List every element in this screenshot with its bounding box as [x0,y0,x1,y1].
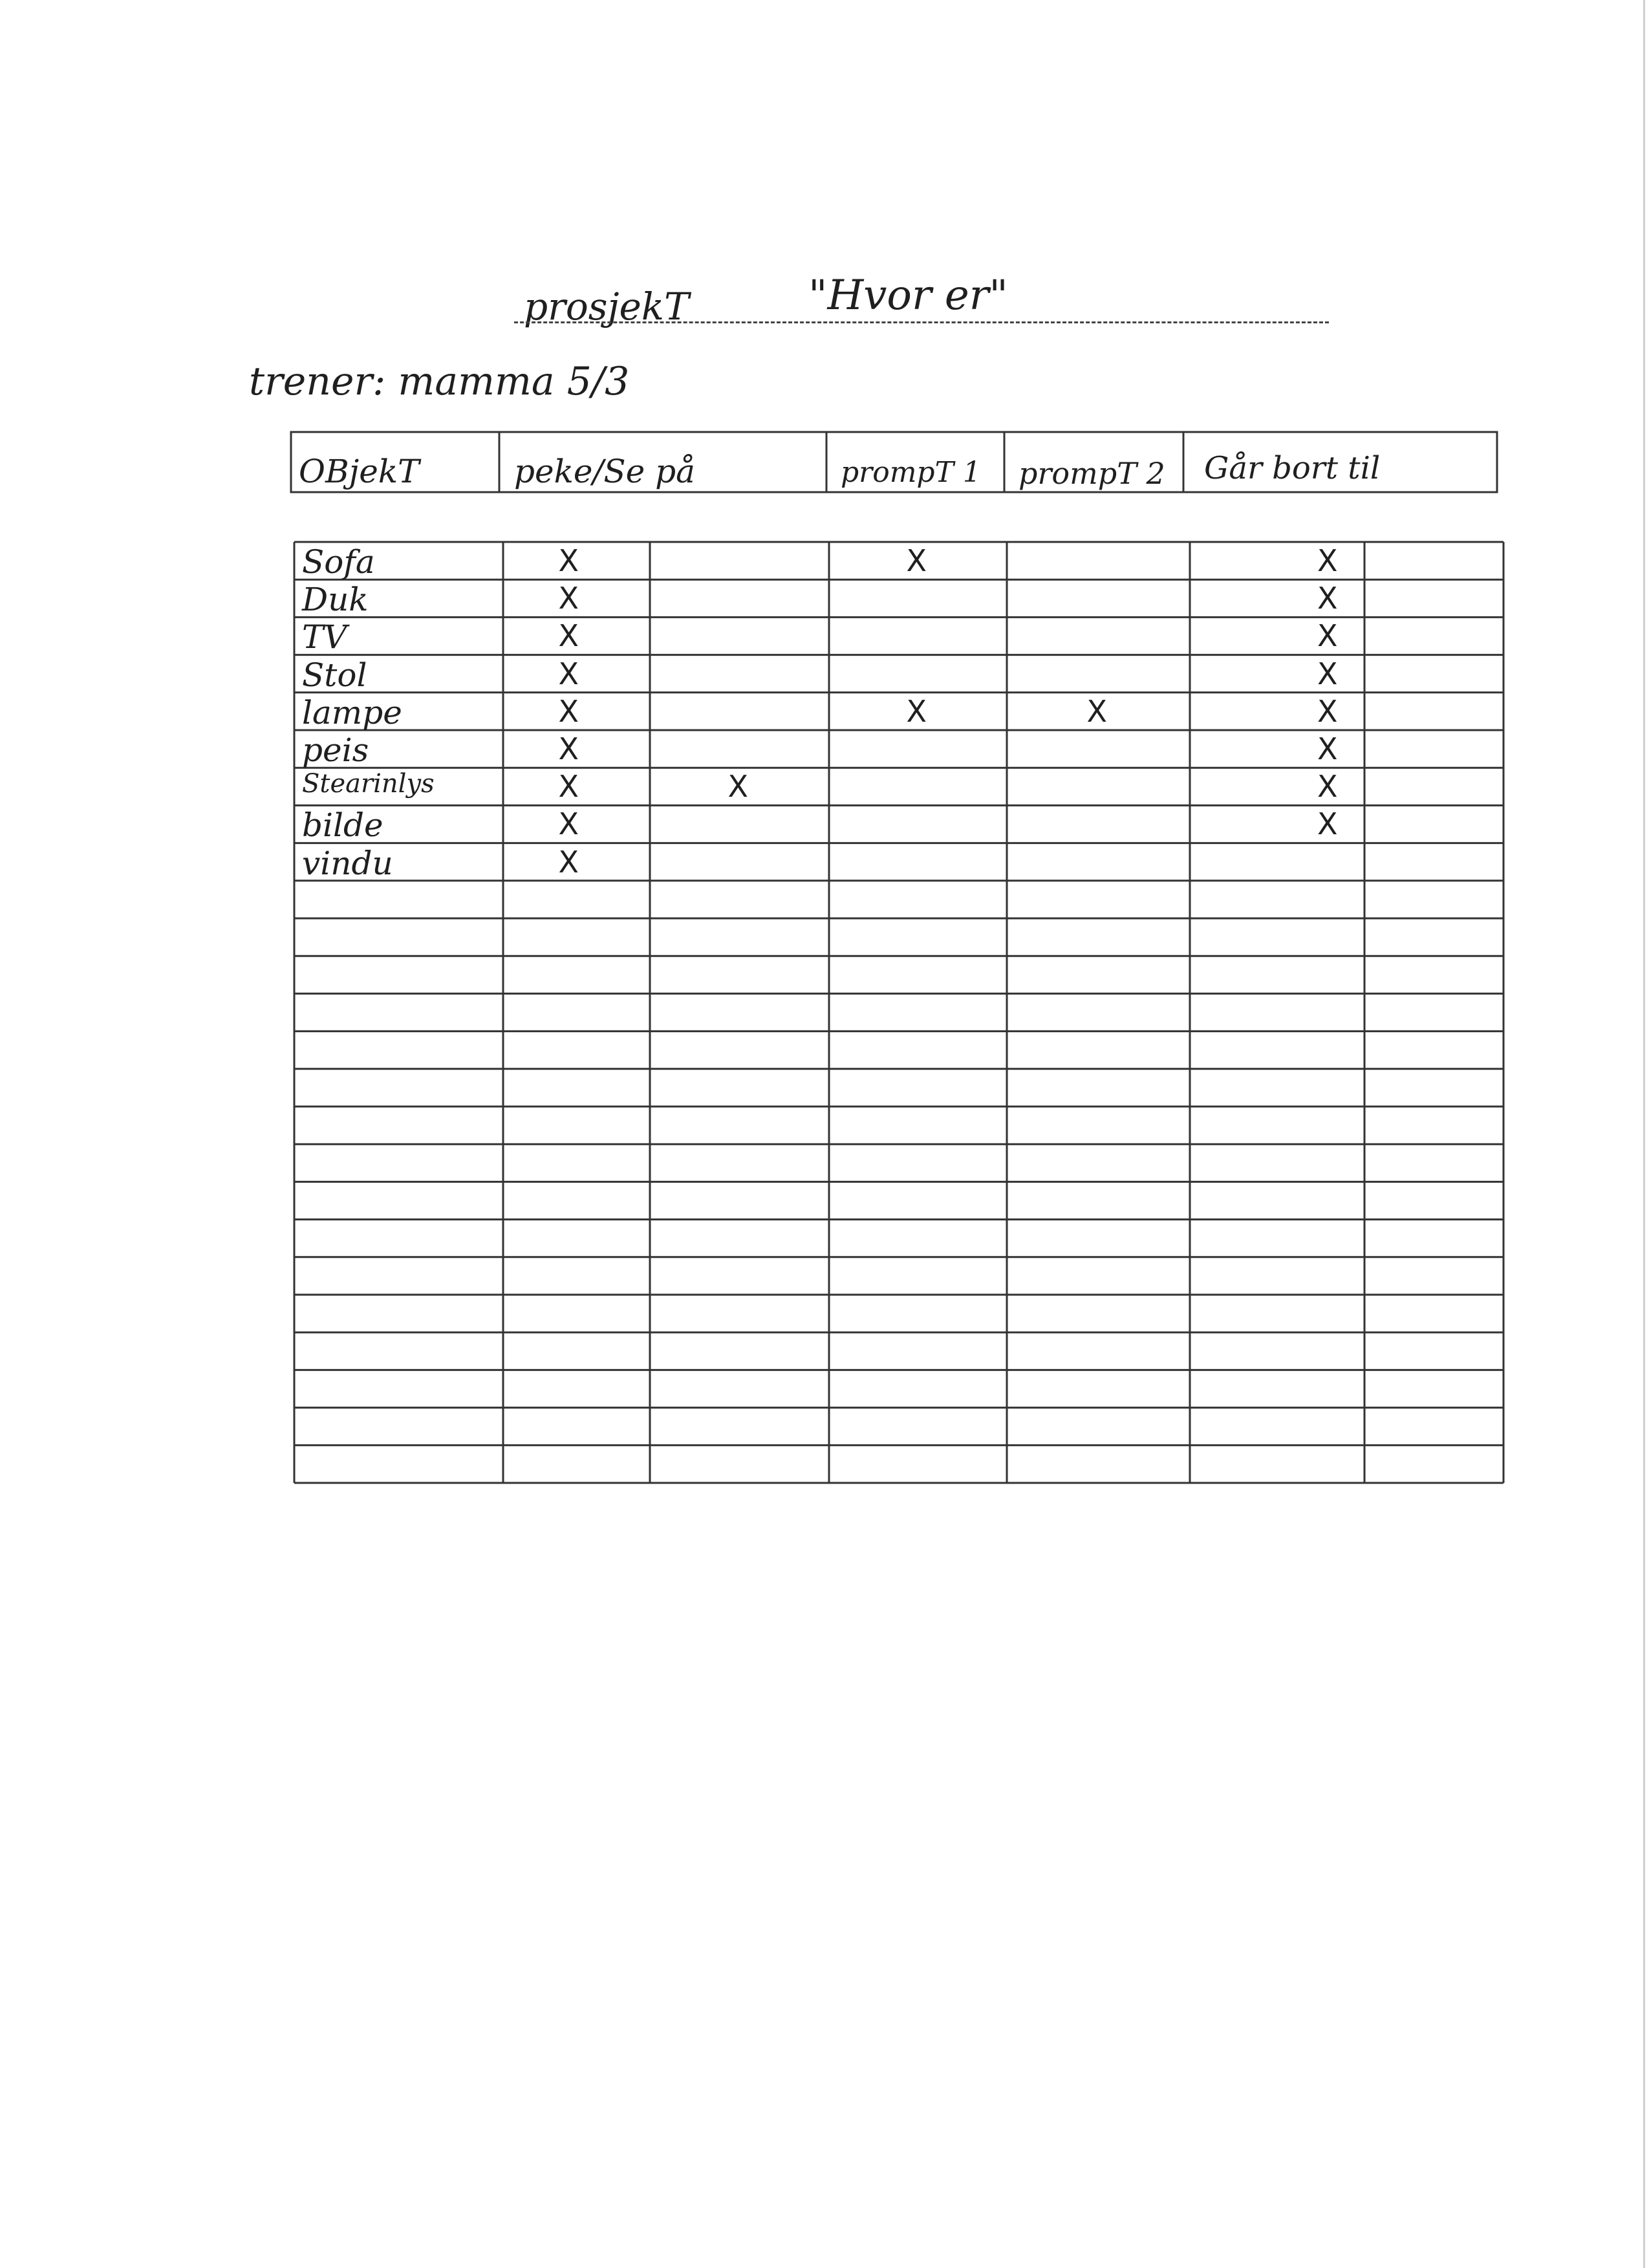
check-mark: X [727,769,749,805]
header-prompt-1: prompT 1 [841,456,981,489]
object-name: Duk [302,581,369,619]
object-name: bilde [302,806,383,845]
check-mark: X [906,543,927,578]
header-prompt-2: prompT 2 [1018,456,1165,491]
check-mark: X [1317,731,1338,766]
check-mark: X [1086,693,1108,729]
check-mark: X [558,769,579,805]
check-mark: X [1317,618,1338,654]
object-name: peis [302,731,369,769]
subtitle-trainer: trener: mamma 5/3 [249,359,630,404]
check-mark: X [558,581,579,616]
check-mark: X [558,731,579,766]
check-mark: X [1317,693,1338,729]
header-objekt: OBjekT [299,453,420,490]
title-name: "Hvor er" [808,272,1008,319]
object-name: TV [302,618,347,656]
check-mark: X [558,618,579,654]
check-mark: X [1317,581,1338,616]
object-name: Stol [302,656,367,694]
check-mark: X [1317,543,1338,578]
header-gar-bort-til: Går bort til [1204,450,1381,486]
check-mark: X [1317,806,1338,842]
check-mark: X [1317,656,1338,691]
title-prosjekt: prosjekT [524,285,689,329]
object-name: lampe [302,693,402,731]
header-peke-se-pa: peke/Se på [514,453,695,490]
check-mark: X [906,693,927,729]
check-mark: X [558,693,579,729]
check-mark: X [558,806,579,842]
check-mark: X [1317,769,1338,805]
check-mark: X [558,656,579,691]
check-mark: X [558,844,579,880]
object-name: Sofa [302,543,375,581]
object-name: vindu [302,844,393,882]
object-name: Stearinlys [302,769,435,799]
check-mark: X [558,543,579,578]
